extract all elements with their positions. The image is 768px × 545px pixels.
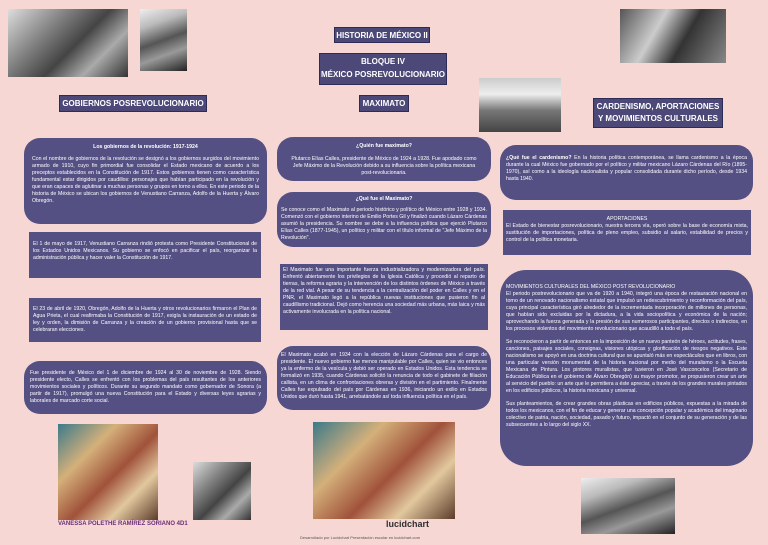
que-fue-maximato-box	[277, 192, 491, 247]
que-fue-maximato-text: Se conoce como el Maximato al periodo histórico y político de México entre 1928 y 1934. Comenzó con el gobierno interino de Emilio Portes Gil y finalizó cuando Lázaro Cárdenas asumió la presidencia. Su nombre se debe a la influencia política que ejerció Plutarco Elías Calles (1877-1945), un político y militar con el título informal de "Jefe Máximo de la Revolución".	[281, 207, 487, 242]
agua-prieta-box: El 23 de abril de 1920, Obregón, Adolfo de la Huerta y otros revolucionarios firmaron el Plan de Agua Prieta, el cual reafirmaba la Constitución de 1917, exigía la instauración de un estado de ley y orden, la dimisión de Carranza y la creación de un gobierno provisional hasta que se celebraran elecciones.	[29, 298, 261, 342]
maximato-industrializacion-box: El Maximato fue una importante fuerza industrializadora y modernizadora del país. Enfrentó abiertamente los privilegios de la Iglesia Católica y procedió al reparto de tierras, la reforma agraria y la intervención de los distintos órdenes de México a través de la red vial. A pesar de su tendencia a la centralización del poder en Calles y en el PNR, el Maximato legó a la república nuevas instituciones que pusieron fin al caudillismo tradicional. Dejó como herencia una sociedad más urbana, más laica y más activamente involucrada en la política nacional.	[280, 264, 488, 330]
revolution-photo	[8, 9, 128, 77]
maximato-fin-box: El Maximato acabó en 1934 con la elección de Lázaro Cárdenas para el cargo de presidente. El nuevo gobierno fue menos manipulable por Calles, quien se vio entonces ya la enfermo de la vesícula y debió ser operado en Estados Unidos. Esta tendencia se formalizó en 1935, cuando Cárdenas solicitó la renuncia de todo el gabinete de filiación callista, en un clima de confrontaciones obreras y división en el partimiento. Finalmente Calles fue expulsado del país por Cárdenas en 1936, iniciando un exilio en Estados Unidos que duró hasta 1941, arrebatándole así toda influencia política en el país.	[277, 346, 491, 410]
aportaciones-title: APORTACIONES	[606, 216, 648, 222]
cardenismo-text: En la historia política contemporánea, se llama cardenismo a la época durante la cual México fue gobernado por el político y militar mexicano Lázaro Cárdenas del Río (1895-1970), así como a la ideología nacionalista y popular consolidada durante dicho período, desde 1934 hasta 1940.	[506, 155, 747, 183]
quien-fue-maximato-box	[277, 137, 491, 181]
aportaciones-text: El Estado de bienestar posrevolucionario, nuestra tercera vía, operó sobre la base de economía mixta, sustitución de importaciones, política de pleno empleo, subsidio al salario, estabilidad de precios y control de la política monetaria.	[506, 223, 748, 244]
quien-fue-maximato-text: Plutarco Elías Calles, presidente de México de 1924 a 1928. Fue apodado como Jefe Máximo de la Revolución debido a su influencia sobre la política mexicana post-revolucionaria.	[291, 156, 477, 177]
lucidchart-logo: lucidchart	[386, 519, 430, 529]
calles-portrait-photo	[140, 9, 187, 71]
block-title	[319, 53, 447, 85]
que-fue-maximato-title: ¿Qué fue el Maximato?	[355, 196, 413, 202]
main-title: HISTORIA DE MÉXICO II	[334, 27, 430, 43]
movimientos-culturales-p2: Se reconocieron a partir de entonces en la imposición de un nuevo panteón de héroes, actitudes, frases, canciones, paisajes sociales, consignas, visiones utópicas y glorificación de riesgos negativos. Este nacionalismo se apoyó en una doctrina cultural que se apuntaló más en espectáculos que en libros, con una particular versión monumental de la historia nacional por medio del muralismo o la Escuela Mexicana de Pintura. Los pintores muralistas, que tuvieron en José Vasconcelos (Secretario de Educación Pública en el gobierno de Álvaro Obregón) su mayor promotor, se propusieron crear un arte al servicio del pueblo: un arte que le permitiera a éste apreciar, a través de los grandes murales pintados en los edificios públicos, la historia mexicana y universal.	[506, 339, 747, 395]
movimientos-culturales-box	[500, 270, 753, 466]
mural-painting-image	[58, 424, 158, 520]
column-header-cardenismo: CARDENISMO, APORTACIONES Y MOVIMIENTOS CULTURALES	[593, 98, 723, 128]
column-header-gobiernos: GOBIERNOS POSREVOLUCIONARIO	[59, 95, 207, 112]
cardenas-portrait-photo	[193, 462, 251, 520]
cultural-movement-photo	[581, 478, 675, 534]
column-header-maximato: MAXIMATO	[359, 95, 409, 112]
mural-crowd-image	[313, 422, 455, 519]
gobiernos-revolucion-title: Los gobiernos de la revolución: 1917-1924	[93, 144, 198, 150]
movimientos-culturales-title: MOVIMIENTOS CULTURALES DEL MÉXICO POST REVOLUCIONARIO	[506, 284, 676, 290]
lucidchart-credit: Desarrollado por Lucidchart Presentación escolar en lucidchart.com	[300, 535, 421, 540]
cardenas-group-photo	[620, 9, 726, 63]
gobiernos-revolucion-text: Con el nombre de gobiernos de la revolución se designó a los gobiernos surgidos del movimiento armado de 1910, cuyo fin primordial fue consolidar el Estado mexicano de acuerdo a los preceptos establecidos en la Constitución de 1917. Estos gobiernos tienen como característica fundamental estar dirigidos por caudillos: personajes que habían participado en la revolución y que eran capaces de aglutinar a muchas personas y grupos en torno a ellos. En este periodo de la historia de México se ubican los gobiernos de Venustiano Carranza, Adolfo de la Huerta y Álvaro Obregón.	[32, 156, 259, 205]
calles-presidency-box: Fue presidente de México del 1 de diciembre de 1924 al 30 de noviembre de 1928. Siendo presidente electo, Calles se enfrentó con los problemas del país resultantes de los anteriores movimientos sociales y políticos. Durante su segundo mandato como gobernador de Sonora (a partir de 1917), promulgó una nueva Constitución para el Estado y diversas leyes agrarias y laborales de marcado corte social.	[24, 361, 267, 414]
cardenismo-box	[500, 145, 753, 200]
block-label: BLOQUE IV	[360, 57, 405, 67]
aportaciones-box	[503, 210, 751, 255]
quien-fue-maximato-title: ¿Quién fue maximato?	[356, 143, 412, 149]
author-name: VANESSA POLETHE RAMÍREZ SORIANO 4D1	[58, 521, 188, 527]
block-subtitle: MÉXICO POSREVOLUCIONARIO	[320, 70, 445, 79]
movimientos-culturales-p1: El periodo postrevolucionario que va de 1920 a 1940, integró una época de restauración nacional en torno de un renovado nacionalismo estatal que impulsó un redescubrimiento y reconformación del país, cuya principal característica giró alrededor de la incrementada incorporación de millones de personas, que habían sido excluidas por la dictadura, a la vida sociopolítica y económica de la nación; aprovechando la fuerza generada y la presión de sus numerosos participantes, directos o indirectos, en los procesos violentos del movimiento revolucionario que acaudilló a todo el país.	[506, 291, 747, 333]
city-crowd-photo	[479, 78, 561, 132]
cardenismo-question: ¿Qué fue el cardenismo?	[506, 155, 572, 161]
movimientos-culturales-p3: Sus planteamientos, de crear grandes obras plásticas en edificios públicos, expuestas a la mirada de todos los mexicanos, con el fin de educar y generar una concepción popular y académica del imaginario colectivo de patria, nación, sociedad, pasado y futuro, impactó en el conjunto de su generación y de las subsecuentes a lo largo del siglo XX.	[506, 401, 747, 429]
gobiernos-revolucion-box	[24, 138, 267, 224]
carranza-box: El 1 de mayo de 1917, Venustiano Carranza rindió protesta como Presidente Constitucional de los Estados Unidos Mexicanos. Su gobierno se enfocó en pacificar el país, reorganizar la administración pública y hacer valer la Constitución de 1917.	[29, 232, 261, 278]
